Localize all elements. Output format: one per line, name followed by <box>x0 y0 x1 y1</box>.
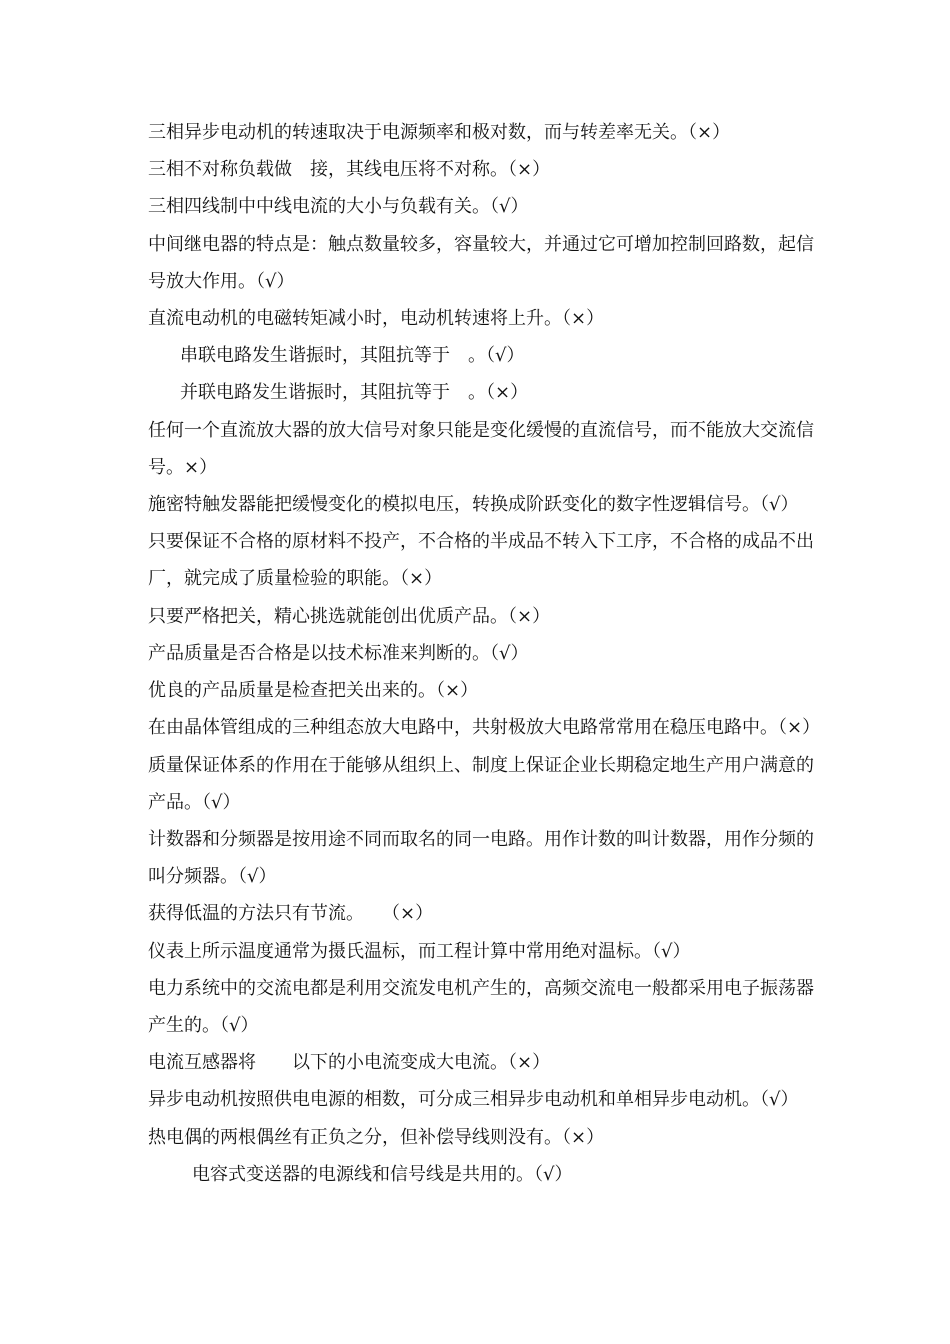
text-line: 中间继电器的特点是：触点数量较多，容量较大，并通过它可增加控制回路数，起信 <box>148 234 814 255</box>
text-line: 获得低温的方法只有节流。 （×） <box>148 903 434 924</box>
text-line: 只要严格把关，精心挑选就能创出优质产品。（×） <box>148 606 551 627</box>
text-line: 三相不对称负载做 接，其线电压将不对称。（×） <box>148 159 551 180</box>
text-line: 任何一个直流放大器的放大信号对象只能是变化缓慢的直流信号，而不能放大交流信 <box>148 420 814 441</box>
text-line: 三相异步电动机的转速取决于电源频率和极对数，而与转差率无关。（×） <box>148 122 731 143</box>
text-line: 施密特触发器能把缓慢变化的模拟电压，转换成阶跃变化的数字性逻辑信号。（√） <box>148 494 799 515</box>
text-line: 优良的产品质量是检查把关出来的。（×） <box>148 680 479 701</box>
text-line: 并联电路发生谐振时，其阻抗等于 。（×） <box>180 382 529 403</box>
text-line: 号放大作用。（√） <box>148 271 295 292</box>
text-line: 号。×） <box>148 457 218 478</box>
text-line: 计数器和分频器是按用途不同而取名的同一电路。用作计数的叫计数器，用作分频的 <box>148 829 814 850</box>
text-line: 串联电路发生谐振时，其阻抗等于 。（√） <box>180 345 525 366</box>
text-line: 电容式变送器的电源线和信号线是共用的。（√） <box>192 1164 573 1185</box>
text-line: 热电偶的两根偶丝有正负之分，但补偿导线则没有。（×） <box>148 1127 605 1148</box>
text-line: 异步电动机按照供电电源的相数，可分成三相异步电动机和单相异步电动机。（√） <box>148 1089 799 1110</box>
text-line: 质量保证体系的作用在于能够从组织上、制度上保证企业长期稳定地生产用户满意的 <box>148 755 814 776</box>
text-line: 厂，就完成了质量检验的职能。（×） <box>148 568 443 589</box>
text-line: 电力系统中的交流电都是利用交流发电机产生的，高频交流电一般都采用电子振荡器 <box>148 978 814 999</box>
text-line: 只要保证不合格的原材料不投产，不合格的半成品不转入下工序，不合格的成品不出 <box>148 531 814 552</box>
text-line: 三相四线制中中线电流的大小与负载有关。（√） <box>148 196 529 217</box>
text-line: 叫分频器。（√） <box>148 866 277 887</box>
text-line: 产生的。（√） <box>148 1015 259 1036</box>
text-line: 产品质量是否合格是以技术标准来判断的。（√） <box>148 643 529 664</box>
text-line: 仪表上所示温度通常为摄氏温标，而工程计算中常用绝对温标。（√） <box>148 941 691 962</box>
text-line: 在由晶体管组成的三种组态放大电路中，共射极放大电路常常用在稳压电路中。（×） <box>148 717 821 738</box>
text-line: 产品。（√） <box>148 792 241 813</box>
text-line: 直流电动机的电磁转矩减小时，电动机转速将上升。（×） <box>148 308 605 329</box>
text-line: 电流互感器将 以下的小电流变成大电流。（×） <box>148 1052 551 1073</box>
